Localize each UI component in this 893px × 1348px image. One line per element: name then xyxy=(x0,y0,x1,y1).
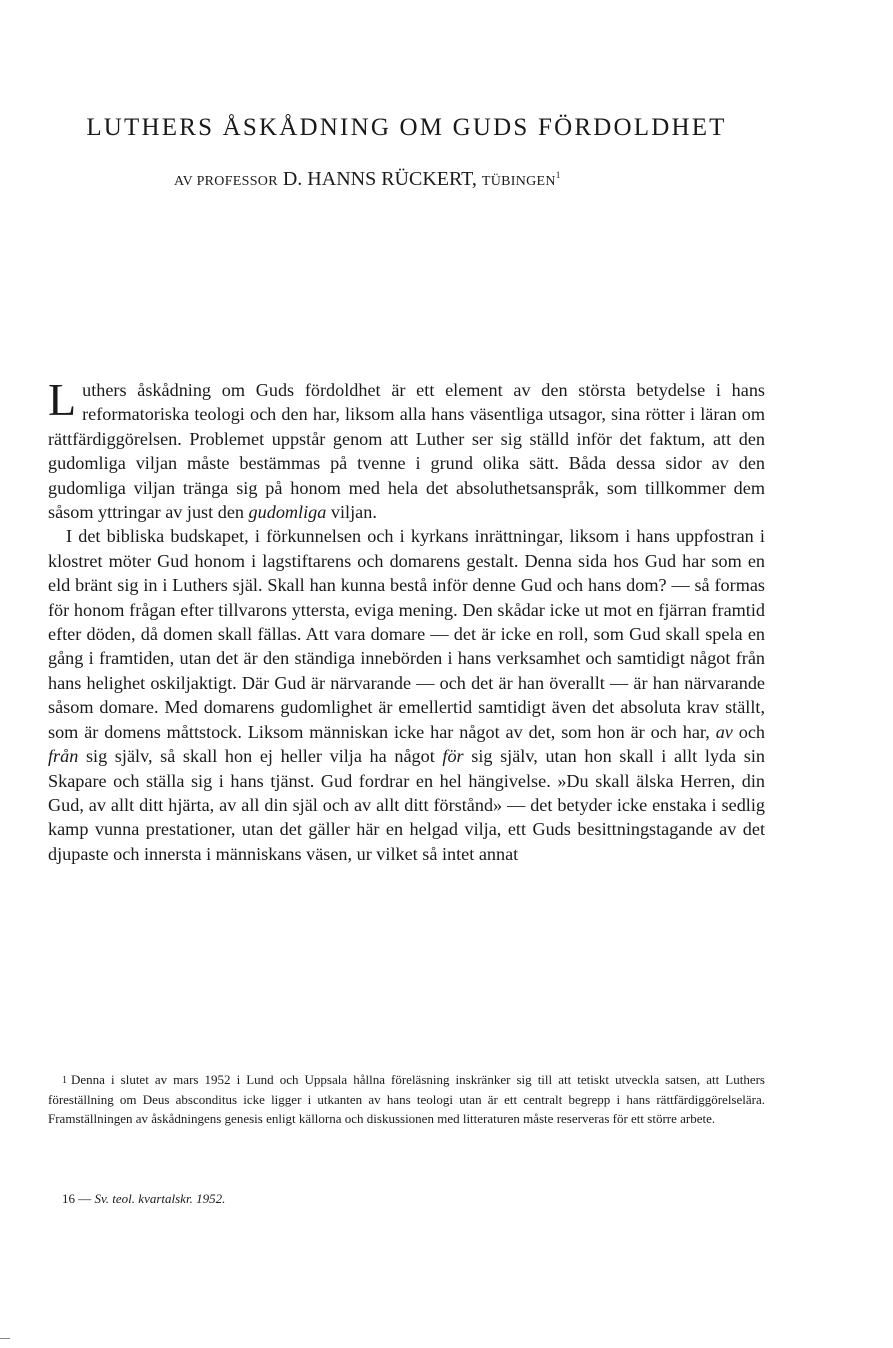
document-page xyxy=(48,0,765,1348)
paragraph-1 xyxy=(48,374,765,524)
p2-text-a: I det bibliska budskapet, i förkunnelsen och i kyrkans inrättningar, liksom i hans uppfostran i klostret möter Gud honom i lagstiftarens och domarens gestalt. Denna sida hos Gud har som en eld bränt sig in i Luthers själ. Skall han kunna bestå inför denne Gud och hans dom? — så formas för honom frågan efter tillvarons yttersta, eviga mening. Den skådar icke ut mot en fjärran framtid efter döden, då domen skall fällas. Att vara domare — det är icke en roll, som Gud skall spela en gång i framtiden, utan det är den ständiga innebörden i hans verksamhet och samtidigt något från hans helighet oskiljaktigt. Där Gud är närvarande — och det är han överallt — är han närvarande såsom domare. Med domarens gudomlighet är emellertid samtidigt även det absoluta krav ställt, som är domens måttstock. Liksom människan icke har något av det, som hon är och har, xyxy=(48,526,765,742)
p2-emphasis-1: av xyxy=(715,721,733,742)
article-title: LUTHERS ÅSKÅDNING OM GUDS FÖRDOLDHET xyxy=(86,114,727,141)
p2-text-d: sig själv, utan hon skall i allt lyda sin Skapare och ställa sig i hans tjänst. Gud fordrar en hel hängivelse. »Du skall älska Herren, din Gud, av allt ditt hjärta, av all din själ och av allt ditt förstånd» — det betyder icke enstaka i sedlig kamp vunna prestationer, utan det gäller här en helgad vilja, ett Guds besittningstagande av det djupaste och innersta i människans väsen, ur vilket så intet annat xyxy=(48,746,765,864)
p1-emphasis: gudomliga xyxy=(248,502,327,523)
article-body xyxy=(48,374,766,866)
footnote-mark: 1 xyxy=(62,1075,67,1086)
scan-edge-mark xyxy=(0,1338,10,1339)
drop-cap: L xyxy=(48,374,77,425)
paragraph-2 xyxy=(48,524,765,866)
author-footnote-mark: 1 xyxy=(555,170,561,180)
p1-text-a: uthers åskådning om Guds fördoldhet är ett element av den största betydelse i hans reformatoriska teologi och den har, liksom alla hans väsentliga utsagor, sina rötter i läran om rättfärdiggörelsen. Problemet uppstår genom att Luther ser sig ställd inför det faktum, att den gudomliga viljan måste bestämmas på tvenne i grund olika sätt. Båda dessa sidor av den gudomliga viljan tränga sig på honom med hela det absoluthetsanspråk, som tillkommer dem såsom yttringar av just den xyxy=(48,380,765,523)
p2-emphasis-2: från xyxy=(48,746,79,767)
page-footer xyxy=(62,1191,225,1207)
p2-text-c: sig själv, så skall hon ej heller vilja ha något xyxy=(78,746,443,767)
p1-text-b: viljan. xyxy=(326,502,377,523)
footnotes xyxy=(48,1070,765,1129)
author-prefix: AV PROFESSOR xyxy=(174,174,278,189)
author-name: D. HANNS RÜCKERT, xyxy=(282,168,477,190)
journal-source: Sv. teol. kvartalskr. 1952. xyxy=(94,1191,226,1206)
p2-emphasis-3: för xyxy=(442,746,464,767)
p2-text-b: och xyxy=(732,721,766,742)
footnote-1 xyxy=(48,1070,765,1129)
page-number: 16 — xyxy=(62,1191,92,1206)
footnote-text: Denna i slutet av mars 1952 i Lund och Uppsala hållna föreläsning inskränker sig till att tetiskt utveckla satsen, att Luthers föreställning om Deus absconditus icke ligger i utkanten av hans teologi utan är ett centralt begrepp i hans rättfärdiggörelselära. Framställningen av åskådningens genesis enligt källorna och diskussionen med litteraturen måste reserveras för ett större arbete. xyxy=(48,1072,765,1126)
author-place: TÜBINGEN xyxy=(481,174,556,189)
author-line xyxy=(174,168,674,191)
